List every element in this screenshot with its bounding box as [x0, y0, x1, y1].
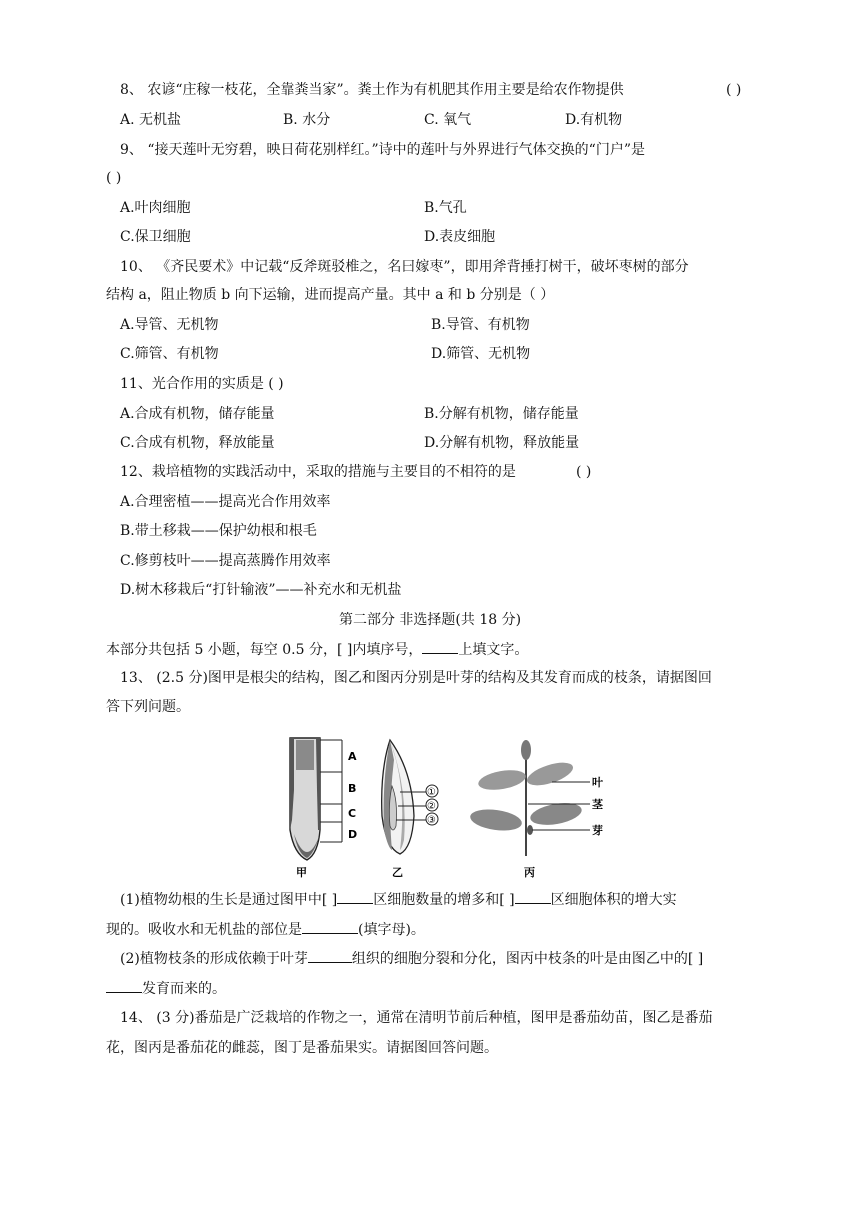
q12-answer-paren: ( ) [576, 464, 592, 480]
q13-p2-b: 组织的细胞分裂和分化，图丙中枝条的叶是由图乙中的[ ] [351, 951, 704, 967]
blank-underline [515, 889, 551, 904]
q9-stem: 9、 “接天莲叶无穷碧，映日荷花别样红。”诗中的莲叶与外界进行气体交换的“门户”是 [120, 142, 645, 158]
q8-option-b: B. 水分 [283, 112, 331, 128]
q13-figure [280, 730, 610, 880]
caption-bing: 丙 [524, 866, 535, 879]
q13-part1-line2 [106, 919, 425, 940]
q12-stem: 12、栽培植物的实践活动中，采取的措施与主要目的不相符的是 [120, 464, 516, 480]
part2-note-a: 本部分共包括 5 小题，每空 0.5 分，[ ]内填序号， [106, 642, 423, 658]
bud-part-2: ② [427, 801, 436, 812]
q10-stem-line1: 10、 《齐民要术》中记载“反斧斑驳椎之，名曰嫁枣”，即用斧背捶打树干，破坏枣树的部分 [120, 259, 689, 275]
branch-label-stem: 茎 [592, 798, 603, 811]
q12-option-d: D.树木移栽后“打针输液”——补充水和无机盐 [120, 582, 402, 598]
q8-stem-text: 8、 农谚“庄稼一枝花，全靠粪当家”。粪土作为有机肥其作用主要是给农作物提供 [120, 82, 624, 98]
q9-option-c: C.保卫细胞 [120, 229, 191, 245]
q9-option-d: D.表皮细胞 [424, 229, 496, 245]
q13-p1-c: 区细胞体积的增大实 [550, 892, 677, 908]
blank-underline [422, 639, 458, 654]
q12-option-c: C.修剪枝叶——提高蒸腾作用效率 [120, 553, 331, 569]
q13-p1-d: 现的。吸收水和无机盐的部位是 [106, 922, 302, 938]
q11-option-b: B.分解有机物，储存能量 [424, 406, 579, 422]
q9-option-a: A.叶肉细胞 [120, 200, 191, 216]
q11-option-d: D.分解有机物，释放能量 [424, 435, 580, 451]
q10-option-a: A.导管、无机物 [120, 317, 219, 333]
part2-note-b: 上填文字。 [458, 642, 529, 658]
q8-option-a: A. 无机盐 [120, 112, 182, 128]
q11-option-c: C.合成有机物，释放能量 [120, 435, 275, 451]
q10-option-d: D.筛管、无机物 [431, 346, 531, 362]
q13-stem-line1: 13、 (2.5 分)图甲是根尖的结构，图乙和图丙分别是叶芽的结构及其发育而成的枝条，请据图回 [120, 670, 712, 686]
caption-yi: 乙 [392, 866, 403, 879]
caption-jia: 甲 [296, 866, 307, 879]
q13-p1-e: (填字母)。 [358, 922, 425, 938]
q8-option-d: D.有机物 [565, 112, 623, 128]
q14-stem-line1: 14、 (3 分)番茄是广泛栽培的作物之一，通常在清明节前后种植，图甲是番茄幼苗，图乙是番茄 [120, 1010, 713, 1026]
part2-title: 第二部分 非选择题(共 18 分) [338, 612, 522, 628]
q11-stem: 11、光合作用的实质是 ( ) [120, 376, 284, 392]
q13-part1-line1 [120, 889, 677, 910]
q10-stem-line2: 结构 a，阻止物质 b 向下运输，进而提高产量。其中 a 和 b 分别是（ ） [106, 287, 555, 303]
q13-part2-line1 [120, 948, 703, 969]
q8-answer-paren: ( ) [726, 82, 742, 98]
q12-option-b: B.带土移栽——保护幼根和根毛 [120, 523, 317, 539]
q13-stem-line2: 答下列问题。 [106, 699, 190, 715]
q13-p1-b: 区细胞数量的增多和[ ] [373, 892, 515, 908]
q9-answer-paren: ( ) [106, 170, 122, 186]
zone-label-c: C [348, 807, 357, 820]
zone-label-d: D [348, 828, 358, 841]
q9-option-b: B.气孔 [424, 200, 467, 216]
blank-underline [302, 919, 358, 934]
q8-stem [120, 80, 624, 100]
root-tip-diagram [290, 738, 357, 879]
zone-label-a: A [348, 750, 357, 763]
branch-label-bud: 芽 [592, 824, 603, 837]
q13-p2-a: (2)植物枝条的形成依赖于叶芽 [120, 951, 308, 967]
blank-underline [308, 948, 352, 963]
q13-p1-a: (1)植物幼根的生长是通过图甲中[ ] [120, 892, 338, 908]
part2-instructions [106, 639, 528, 660]
q13-p2-c: 发育而来的。 [142, 981, 226, 997]
q8-option-c: C. 氧气 [424, 112, 472, 128]
leaf-bud-diagram [382, 740, 438, 879]
q11-option-a: A.合成有机物，储存能量 [120, 406, 275, 422]
q10-option-c: C.筛管、有机物 [120, 346, 219, 362]
branch-diagram [469, 740, 604, 879]
q13-part2-line2 [106, 978, 226, 999]
q14-stem-line2: 花，图丙是番茄花的雌蕊，图丁是番茄果实。请据图回答问题。 [106, 1040, 498, 1056]
branch-label-leaf: 叶 [592, 776, 603, 789]
zone-label-b: B [348, 782, 357, 795]
bud-part-3: ③ [427, 815, 436, 826]
blank-underline [337, 889, 373, 904]
q10-option-b: B.导管、有机物 [431, 317, 530, 333]
blank-underline [106, 978, 142, 993]
q12-option-a: A.合理密植——提高光合作用效率 [120, 494, 331, 510]
bud-part-1: ① [427, 787, 436, 798]
